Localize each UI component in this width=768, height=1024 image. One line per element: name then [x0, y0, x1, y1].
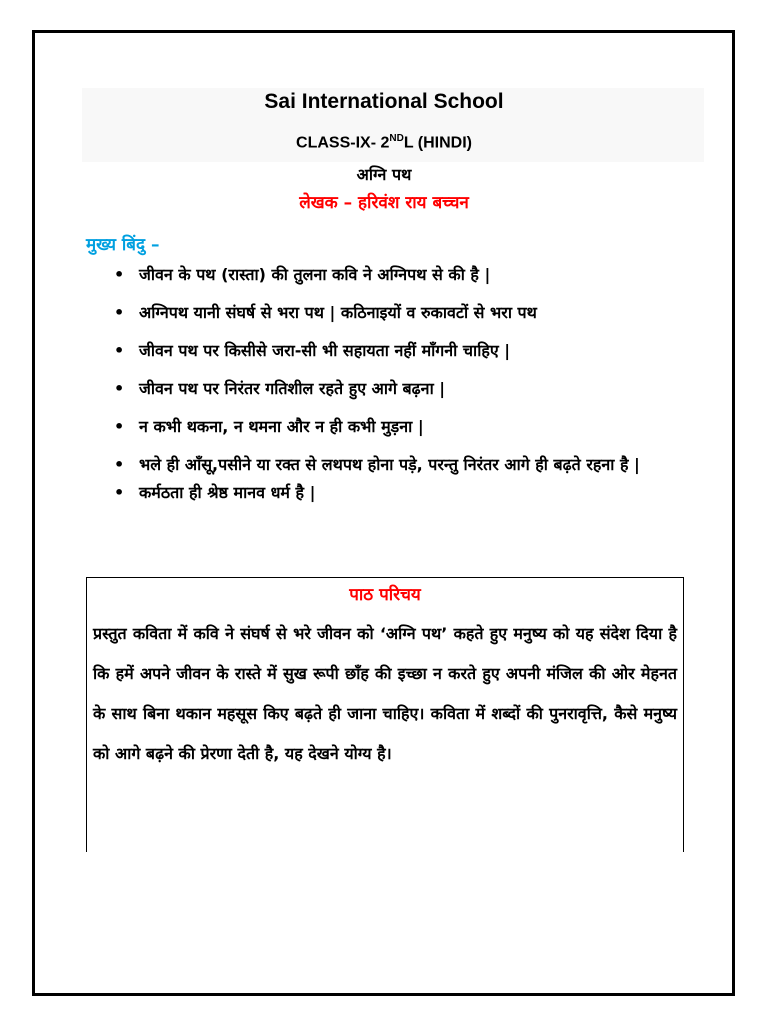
main-points-list: [114, 262, 714, 518]
list-item-text: कर्मठता ही श्रेष्ठ मानव धर्म है |: [139, 483, 316, 502]
bullet-icon: •: [114, 303, 125, 322]
list-item: [114, 452, 714, 478]
list-item: [114, 338, 714, 364]
list-item: [114, 414, 714, 440]
intro-paragraph: प्रस्तुत कविता में कवि ने संघर्ष से भरे जीवन को ‘अग्नि पथ’ कहते हुए मनुष्य को यह संदेश दिया है कि हमें अपने जीवन के रास्ते में सुख रूपी छाँह की इच्छा न करते हुए अपनी मंजिल की ओर मेहनत के साथ बिना थकान महसूस किए बढ़ते ही जाना चाहिए। कविता में शब्दों की पुनरावृत्ति, कैसे मनुष्य को आगे बढ़ने की प्रेरणा देती है, यह देखने योग्य है।: [93, 624, 677, 763]
list-item: [114, 376, 714, 402]
list-item-text: जीवन के पथ (रास्ता) की तुलना कवि ने अग्निपथ से की है |: [139, 265, 491, 284]
class-suffix: L (HINDI): [403, 134, 472, 152]
list-item: [114, 262, 714, 288]
list-item: [114, 480, 714, 506]
chapter-title: अग्नि पथ: [356, 165, 412, 184]
bullet-icon: •: [114, 417, 125, 436]
bullet-icon: •: [114, 379, 125, 398]
author-line: लेखक – हरिवंश राय बच्चन: [299, 193, 469, 213]
bullet-icon: •: [114, 265, 125, 284]
main-points-heading: मुख्य बिंदु –: [86, 235, 160, 255]
list-item-text: जीवन पथ पर निरंतर गतिशील रहते हुए आगे बढ़ना |: [139, 379, 446, 398]
bullet-icon: •: [114, 455, 125, 474]
class-prefix: CLASS-IX- 2: [296, 134, 390, 152]
list-item: [114, 300, 714, 326]
bullet-icon: •: [114, 341, 125, 360]
list-item-text: न कभी थकना, न थमना और न ही कभी मुड़ना |: [139, 417, 424, 436]
list-item-text: जीवन पथ पर किसीसे जरा-सी भी सहायता नहीं माँगनी चाहिए |: [139, 341, 511, 360]
class-line: [0, 133, 768, 152]
list-item-text: अग्निपथ यानी संघर्ष से भरा पथ | कठिनाइयों व रुकावटों से भरा पथ: [139, 303, 537, 322]
intro-box: [86, 577, 684, 852]
list-item-text: भले ही आँसू,पसीने या रक्त से लथपथ होना पड़े, परन्तु निरंतर आगे ही बढ़ते रहना है |: [139, 455, 640, 474]
school-title: Sai International School: [264, 90, 504, 113]
class-superscript: ND: [389, 133, 404, 144]
intro-heading: पाठ परिचय: [349, 585, 421, 605]
bullet-icon: •: [114, 483, 125, 502]
